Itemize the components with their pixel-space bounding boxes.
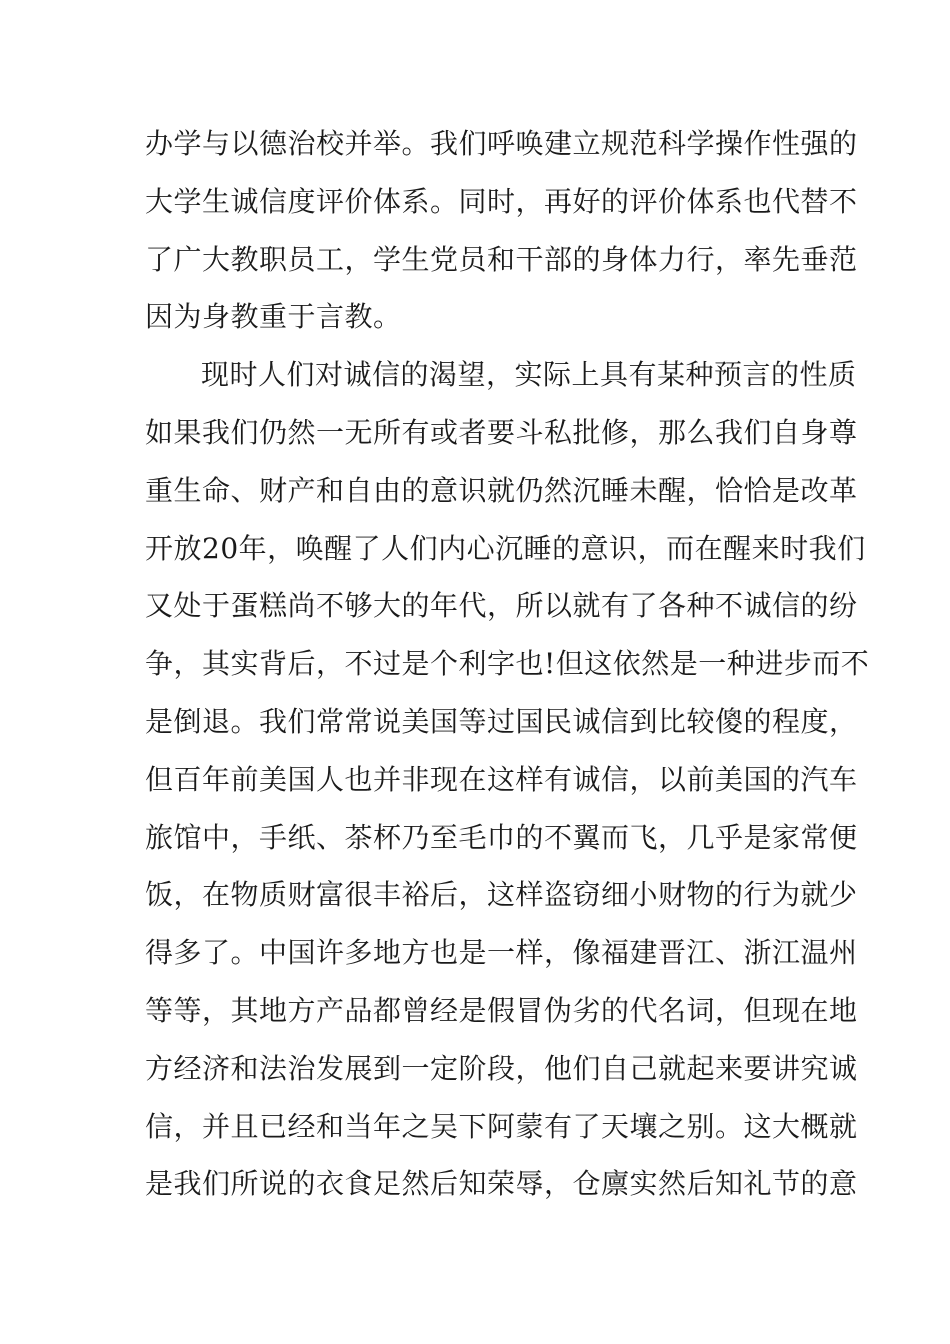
text-line: 但百年前美国人也并非现在这样有诚信，以前美国的汽车 <box>145 762 858 796</box>
body-text <box>145 115 870 1213</box>
text-line: 重生命、财产和自由的意识就仍然沉睡未醒，恰恰是改革 <box>145 473 858 507</box>
text-line: 饭，在物质财富很丰裕后，这样盗窃细小财物的行为就少 <box>145 878 858 912</box>
text-line: 如果我们仍然一无所有或者要斗私批修，那么我们自身尊 <box>145 415 858 449</box>
text-line: 得多了。中国许多地方也是一样，像福建晋江、浙江温州 <box>145 936 858 970</box>
text-line: 因为身教重于言教。 <box>145 300 402 334</box>
text-line: 旅馆中，手纸、茶杯乃至毛巾的不翼而飞，几乎是家常便 <box>145 820 858 854</box>
text-line: 信，并且已经和当年之吴下阿蒙有了天壤之别。这大概就 <box>145 1109 858 1143</box>
text-line: 争，其实背后，不过是个利字也!但这依然是一种进步而不 <box>145 647 870 681</box>
text-line: 大学生诚信度评价体系。同时，再好的评价体系也代替不 <box>145 184 858 218</box>
paragraph-start-line: 现时人们对诚信的渴望，实际上具有某种预言的性质 <box>201 358 857 392</box>
text-line: 是我们所说的衣食足然后知荣辱，仓廪实然后知礼节的意 <box>145 1167 858 1201</box>
text-line: 等等，其地方产品都曾经是假冒伪劣的代名词，但现在地 <box>145 993 858 1027</box>
text-line: 是倒退。我们常常说美国等过国民诚信到比较傻的程度， <box>145 704 858 738</box>
text-line: 办学与以德治校并举。我们呼唤建立规范科学操作性强的 <box>145 127 858 160</box>
text-line: 方经济和法治发展到一定阶段，他们自己就起来要讲究诚 <box>145 1051 858 1085</box>
text-line: 又处于蛋糕尚不够大的年代，所以就有了各种不诚信的纷 <box>145 589 858 623</box>
text-line: 了广大教职员工，学生党员和干部的身体力行，率先垂范 <box>145 242 858 276</box>
text-line: 开放20年，唤醒了人们内心沉睡的意识，而在醒来时我们 <box>145 531 866 565</box>
